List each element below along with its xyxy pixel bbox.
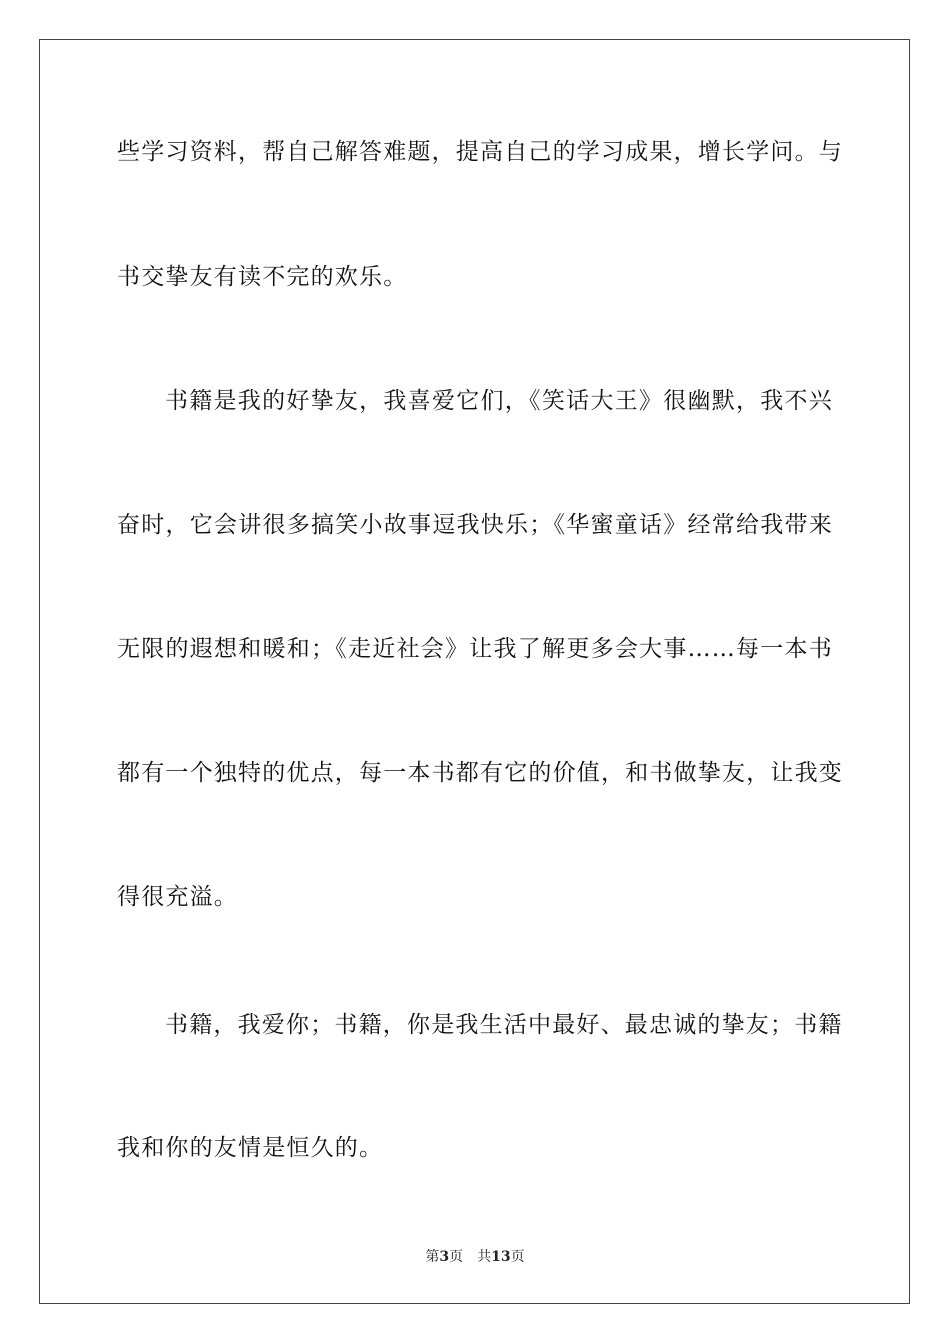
paragraph-line: 我和你的友情是恒久的。 — [117, 1135, 384, 1161]
paragraph-line: 书籍，我爱你；书籍，你是我生活中最好、最忠诚的挚友；书籍 — [165, 1012, 843, 1038]
page-prefix: 第 — [425, 1249, 440, 1265]
paragraph-line: 些学习资料，帮自己解答难题，提高自己的学习成果，增长学问。与 — [117, 139, 843, 165]
paragraph-line: 奋时，它会讲很多搞笑小故事逗我快乐；《华蜜童话》经常给我带来 — [117, 512, 833, 538]
total-suffix: 页 — [510, 1249, 525, 1265]
page-suffix: 页 — [449, 1249, 464, 1265]
page-border — [39, 39, 910, 1304]
paragraph-line: 得很充溢。 — [117, 884, 238, 910]
page-footer — [0, 1248, 950, 1266]
paragraph-line: 书交挚友有读不完的欢乐。 — [117, 264, 408, 290]
paragraph-line: 书籍是我的好挚友，我喜爱它们，《笑话大王》很幽默，我不兴 — [165, 388, 833, 414]
paragraph-line: 无限的遐想和暖和；《走近社会》让我了解更多会大事……每一本书 — [117, 636, 833, 662]
total-pages: 13 — [491, 1249, 511, 1265]
paragraph-line: 都有一个独特的优点，每一本书都有它的价值，和书做挚友，让我变 — [117, 760, 843, 786]
page-number: 3 — [439, 1249, 450, 1265]
total-prefix: 共 — [477, 1249, 492, 1265]
